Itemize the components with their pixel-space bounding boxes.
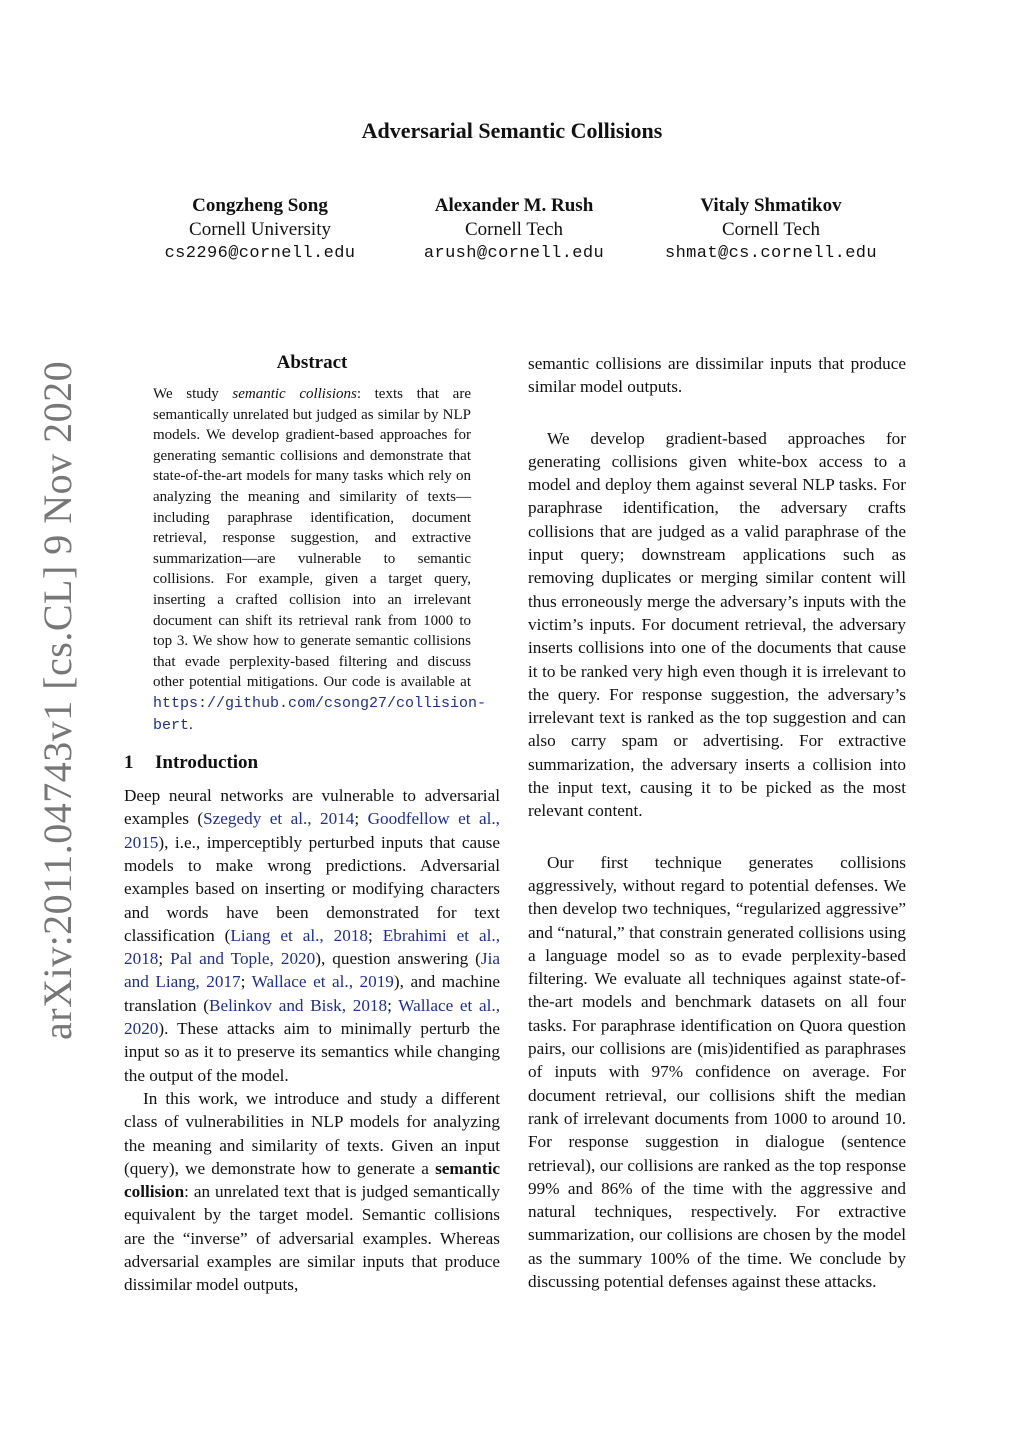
citation-link[interactable]: Szegedy et al., 2014	[203, 809, 355, 829]
author-name: Vitaly Shmatikov	[700, 195, 842, 216]
emphasis-semantic-collisions: semantic collisions	[232, 386, 357, 402]
author-affiliation: Cornell Tech	[721, 219, 821, 240]
citation-link[interactable]: Ebrahimi et al., 2018	[124, 925, 500, 969]
right-column	[528, 352, 906, 1321]
right-paragraph-3: Our first technique generates collisions aggressively, without regard to potential defenses. We then develop two techniques, “regularized aggressive” and “natural,” that constrain generated collisions using a language model so as to evade perplexity-based filtering. We evaluate all techniques against state-of-the-art models and benchmark datasets on all four tasks. For paraphrase identification on Quora question pairs, our collisions are (mis)identified as paraphrases of inputs with 97% confidence on average. For document retrieval, our collisions shift the median rank of irrelevant documents from 1000 to around 10. For response suggestion in dialogue (sentence retrieval), our collisions are ranked as the top response 99% and 86% of the time with the aggressive and natural techniques, respectively. For extractive summarization, our collisions are chosen by the model as the summary 100% of the time. We conclude by discussing potential defenses against these attacks.	[528, 852, 906, 1291]
right-paragraph-continuation: semantic collisions are dissimilar inputs that produce similar model outputs.	[528, 354, 906, 397]
citation-link[interactable]: Belinkov and Bisk, 2018	[208, 995, 388, 1015]
citation-link[interactable]: Goodfellow et al., 2015	[124, 809, 500, 852]
abstract-heading: Abstract	[276, 352, 348, 373]
arxiv-identifier: arXiv:2011.04743v1 [cs.CL] 9 Nov 2020	[35, 360, 80, 1040]
author-email[interactable]: cs2296@cornell.edu	[164, 244, 356, 263]
author-name: Congzheng Song	[192, 195, 328, 216]
author-name: Alexander M. Rush	[434, 195, 594, 216]
citation-link[interactable]: Jia and Liang, 2017	[124, 949, 501, 992]
author-affiliation: Cornell Tech	[464, 219, 564, 240]
introduction-body	[124, 784, 500, 1297]
section-title: Introduction	[155, 752, 259, 774]
author-affiliation: Cornell University	[189, 219, 331, 240]
code-url-link[interactable]: https://github.com/csong27/collision-bert	[153, 694, 487, 734]
bold-term: semantic collision	[124, 1158, 500, 1202]
author-1	[130, 194, 390, 266]
intro-paragraph-2: In this work, we introduce and study a different class of vulnerabilities in NLP models for analyzing the meaning and similarity of texts. Given an input (query), we demonstrate how to generate a semantic collision: an unrelated text that is judged semantically equivalent by the target model. Semantic collisions are the “inverse” of adversarial examples. Whereas adversarial examples are similar inputs that produce dissimilar model outputs,	[124, 1088, 500, 1295]
author-3	[641, 194, 901, 266]
citation-link[interactable]: Pal and Tople, 2020	[170, 949, 316, 969]
left-column	[124, 352, 500, 1297]
abstract-body: We study semantic collisions: texts that are semantically unrelated but judged as similar by NLP models. We develop gradient-based approaches for generating semantic collisions and demonstrate that state-of-the-art models for many tasks which rely on analyzing the meaning and similarity of texts—including paraphrase identification, document retrieval, response suggestion, and extractive summarization—are vulnerable to semantic collisions. For example, given a target query, inserting a crafted collision into an irrelevant document can shift its retrieval rank from 1000 to top 3. We show how to generate semantic collisions that evade perplexity-based filtering and discuss other potential mitigations. Our code is available at https://github.com/csong27/collision-bert.	[153, 386, 487, 734]
citation-link[interactable]: Wallace et al., 2020	[124, 995, 501, 1039]
author-email[interactable]: arush@cornell.edu	[423, 244, 605, 263]
citation-link[interactable]: Liang et al., 2018	[230, 925, 369, 945]
intro-paragraph-1: Deep neural networks are vulnerable to adversarial examples (Szegedy et al., 2014; Goodfellow et al., 2015), i.e., imperceptibly perturbed inputs that cause models to make wrong predictions. Adversarial examples based on inserting or modifying characters and words have been demonstrated for text classification (Liang et al., 2018; Ebrahimi et al., 2018; Pal and Tople, 2020), question answering (Jia and Liang, 2017; Wallace et al., 2019), and machine translation (Belinkov and Bisk, 2018; Wallace et al., 2020). These attacks aim to minimally perturb the input so as it to preserve its semantics while changing the output of the model.	[124, 786, 501, 1085]
paper-title: Adversarial Semantic Collisions	[361, 118, 663, 143]
author-email[interactable]: shmat@cs.cornell.edu	[664, 244, 878, 263]
section-number: 1	[124, 752, 134, 774]
right-paragraph-2: We develop gradient-based approaches for generating collisions given white-box access to a model and deploy them against several NLP tasks. For paraphrase identification, the adversary crafts collisions that are judged as a valid paraphrase of the input query; downstream applications such as removing duplicates or merging similar content will thus erroneously merge the adversary’s inputs with the victim’s inputs. For document retrieval, the adversary inserts collisions into one of the documents that cause it to be ranked very high even though it is irrelevant to the query. For response suggestion, the adversary’s irrelevant text is ranked as the top suggestion and can also carry spam or advertising. For extractive summarization, the adversary inserts a collision into the input text, causing it to be picked as the most relevant content.	[528, 428, 906, 821]
section-heading-introduction	[124, 752, 500, 774]
citation-link[interactable]: Wallace et al., 2019	[251, 972, 394, 992]
author-2	[384, 194, 644, 266]
